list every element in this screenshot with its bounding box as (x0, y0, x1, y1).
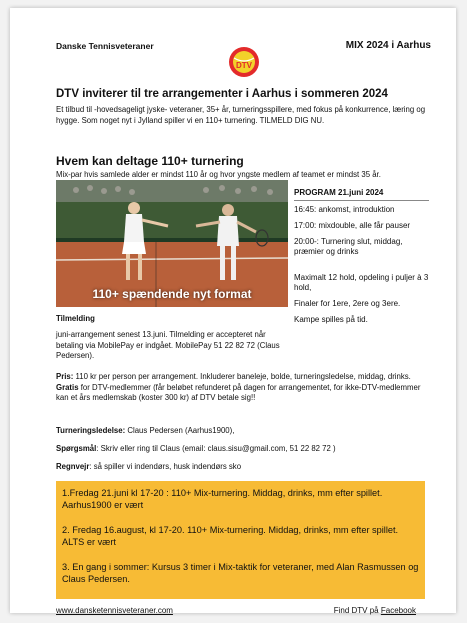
tilmelding-text: juni-arrangement senest 13.juni. Tilmelding er accepteret når betaling via MobilePay er indgået. MobilePay 51 22 82 72 (Claus Pedersen). (56, 330, 280, 361)
program-title: PROGRAM 21.juni 2024 (294, 188, 384, 197)
program-item: 16:45: ankomst, introduktion (294, 205, 395, 214)
program-note: Kampe spilles på tid. (294, 315, 368, 324)
pris-paragraph (56, 372, 434, 404)
tilmelding-heading: Tilmelding (56, 314, 95, 323)
turneringsledelse-label: Turneringsledelse: (56, 426, 126, 435)
sporgsmaal-text: : Skriv eller ring til Claus (email: claus.sisu@gmail.com, 51 22 82 72 ) (96, 444, 336, 453)
program-item: 20:00-: Turnering slut, middag, præmier og drinks (294, 237, 403, 256)
sporgsmaal-label: Spørgsmål (56, 444, 97, 453)
logo-text: DTV (236, 61, 252, 70)
dtv-logo (228, 46, 260, 78)
facebook-prefix: Find DTV på (333, 606, 381, 615)
event-item: 1.Fredag 21.juni kl 17-20 : 110+ Mix-turnering. Middag, drinks, mm efter spillet. Aarhus1900 er vært (62, 488, 383, 510)
program-divider (294, 200, 429, 201)
website-link[interactable]: www.dansketennisveteraner.com (56, 606, 173, 615)
facebook-line (334, 606, 416, 615)
program-note: Finaler for 1ere, 2ere og 3ere. (294, 299, 401, 308)
photo-caption: 110+ spændende nyt format (92, 287, 252, 301)
program-box (294, 188, 429, 331)
program-note: Maximalt 12 hold, opdeling i puljer à 3 hold, (294, 273, 429, 292)
pris-text-1: 110 kr per person per arrangement. Inkluderer baneleje, bolde, turneringsledelse, middag, drinks. (73, 372, 411, 381)
program-item: 17:00: mixdouble, alle får pauser (294, 221, 411, 230)
regnvejr-text: : så spiller vi indendørs, husk indendørs sko (89, 462, 242, 471)
event-label: MIX 2024 i Aarhus (345, 40, 431, 51)
page-title: DTV inviterer til tre arrangementer i Aarhus i sommeren 2024 (56, 88, 388, 100)
section-subtext-110: Mix-par hvis samlede alder er mindst 110 år og hvor yngste medlem af teamet er mindst 35 år. (56, 170, 381, 179)
org-name: Danske Tennisveteraner (56, 41, 154, 51)
pris-gratis: Gratis (56, 382, 79, 392)
tennis-photo (56, 180, 288, 307)
turneringsledelse-text: Claus Pedersen (Aarhus1900), (125, 426, 235, 435)
facebook-link[interactable]: Facebook (380, 606, 416, 615)
document-page (10, 8, 456, 613)
event-item: 2. Fredag 16.august, kl 17-20. 110+ Mix-turnering. Middag, drinks, mm efter spillet. ALTS er vært (62, 525, 399, 547)
events-box (56, 481, 425, 599)
turneringsledelse-line (56, 426, 234, 435)
sporgsmaal-line (56, 444, 336, 453)
regnvejr-label: Regnvejr (56, 462, 90, 471)
intro-text: Et tilbud til -hovedsageligt jyske- veteraner, 35+ år, turneringsspillere, med fokus på konkurrence, læring og hygge. Som noget nyt i Jylland spiller vi en 110+ turnering. TILMELD DIG NU. (56, 105, 426, 125)
pris-text-2: for DTV-medlemmer (får beløbet refunderet på dagen for arrangementet, for ikke-DTV-medlemmer kan et års medlemskab (koster 300 kr) af DTV betale sig!! (56, 382, 421, 403)
event-item: 3. En gang i sommer: Kursus 3 timer i Mix-taktik for veteraner, med Alan Rasmussen og Claus Pedersen. (62, 562, 419, 584)
section-heading-110: Hvem kan deltage 110+ turnering (56, 154, 244, 168)
pris-label: Pris: (56, 372, 74, 381)
regnvejr-line (56, 462, 241, 471)
